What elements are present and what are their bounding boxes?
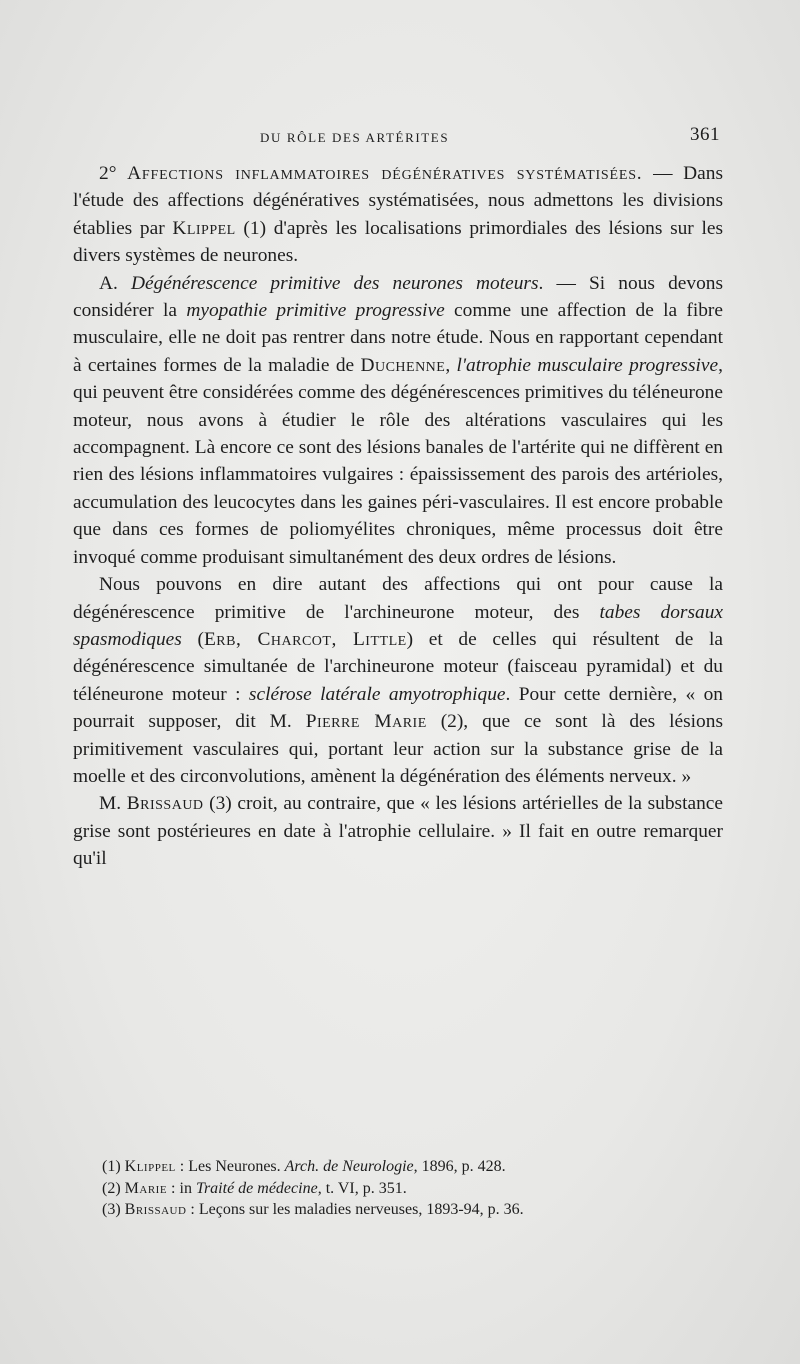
section-paragraph	[73, 160, 723, 270]
author-brissaud: Brissaud	[126, 793, 204, 815]
footnote-1	[102, 1156, 742, 1178]
subsection-title: Dégénérescence primitive des neurones moteurs	[130, 272, 539, 294]
section-text: — Dans l'étude des affections dégénératives systématisées, nous admettons les divisions établies par	[73, 163, 723, 239]
paragraph-text: comme une affection de la fibre musculaire, elle ne doit pas rentrer dans notre étude. Nous en rapportant cependant à certaines formes de la maladie de	[73, 300, 723, 376]
subsection-label: A.	[99, 272, 131, 294]
footnote-journal: Traité de médecine	[195, 1179, 318, 1197]
footnote-text: , 1896, p. 428.	[413, 1158, 506, 1175]
term-myopathie: myopathie primitive progressive	[186, 300, 445, 322]
author-pierre-marie: Pierre Marie	[305, 711, 427, 733]
term-tabes: tabes dorsaux spasmodiques	[73, 601, 723, 650]
footnote-journal: Arch. de Neurologie	[284, 1158, 414, 1175]
page-number: 361	[690, 124, 720, 145]
author-duchenne: Duchenne	[360, 354, 446, 376]
running-header	[260, 124, 720, 148]
footnote-text: : in	[167, 1179, 196, 1197]
paragraph-text: (	[181, 628, 204, 650]
paragraph-text: . Pour cette dernière, « on pourrait supposer, dit M.	[73, 683, 723, 733]
paragraph-text: . — Si nous devons considérer la	[73, 272, 723, 322]
paragraph-text: Nous pouvons en dire autant des affections qui ont pour cause la dégénérescence primitive de l'archineurone moteur, des	[73, 574, 723, 623]
footnote-author: Brissaud	[124, 1201, 187, 1218]
section-number: 2°	[99, 163, 117, 184]
term-sclerose: sclérose latérale amyotrophique	[248, 683, 506, 705]
paragraph-text: M.	[99, 793, 127, 815]
footnotes	[102, 1156, 742, 1221]
author-klippel: Klippel	[172, 217, 236, 239]
footnote-text: : Les Neurones.	[175, 1158, 285, 1175]
section-heading: Affections inflammatoires dégénératives systématisées.	[127, 163, 643, 184]
paragraph-text: (2), que ce sont là des lésions primitivement vasculaires qui, portant leur action sur la substance grise de la moelle et des circonvolutions, amènent la dégénération des éléments nerveux. »	[73, 711, 723, 787]
main-text	[73, 160, 723, 873]
paragraph-text: ) et de celles qui résultent de la dégénérescence simultanée de l'archineurone moteur (faisceau pyramidal) et du téléneurone moteur :	[73, 628, 723, 705]
footnote-text: , t. VI, p. 351.	[317, 1179, 407, 1197]
paragraph-2	[73, 571, 723, 790]
footnote-mark: (2)	[102, 1179, 125, 1197]
paragraph-text: ,	[445, 354, 457, 376]
footnote-2	[102, 1178, 742, 1200]
footnote-text: : Leçons sur les maladies nerveuses, 1893-94, p. 36.	[186, 1201, 524, 1218]
term-atrophie: l'atrophie musculaire progressive	[456, 354, 719, 376]
subsection-a-paragraph	[73, 270, 723, 571]
footnote-author: Klippel	[124, 1158, 176, 1175]
footnote-author: Marie	[124, 1179, 168, 1197]
paragraph-text: (3) croit, au contraire, que « les lésions artérielles de la substance grise sont postérieures en date à l'atrophie cellulaire. » Il fait en outre remarquer qu'il	[73, 793, 724, 870]
footnote-3	[102, 1199, 742, 1221]
footnote-mark: (3)	[102, 1201, 125, 1218]
running-title: DU RÔLE DES ARTÉRITES	[260, 130, 450, 145]
paragraph-text: , qui peuvent être considérées comme des dégénérescences primitives du téléneurone moteur, nous avons à étudier le rôle des altérations vasculaires qui les accompagnent. Là encore ce sont des lésions banales de l'artérite qui ne diffèrent en rien des lésions inflammatoires vulgaires : épaississement des parois des artérioles, accumulation des leucocytes dans les gaines péri-vasculaires. Il est encore probable que dans ces formes de poliomyélites chroniques, même processus doit être invoqué comme produisant simultanément des deux ordres de lésions.	[73, 354, 723, 568]
paragraph-3	[73, 790, 723, 872]
authors-erb-charcot-little: Erb, Charcot, Little	[203, 628, 407, 650]
section-text: (1) d'après les localisations primordiales des lésions sur les divers systèmes de neurones.	[73, 217, 723, 267]
footnote-mark: (1)	[102, 1158, 125, 1175]
